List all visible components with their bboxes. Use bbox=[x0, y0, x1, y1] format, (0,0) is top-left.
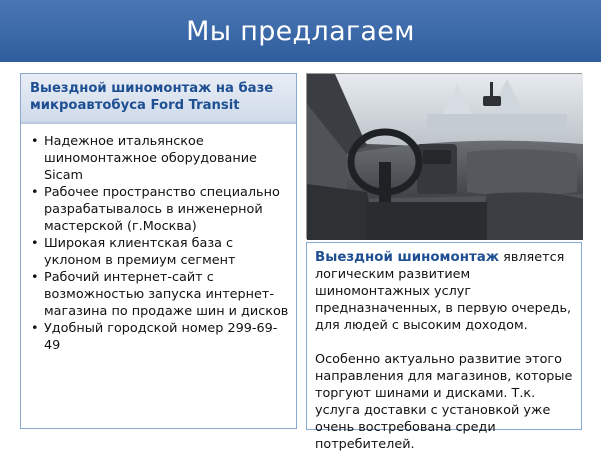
slide-title: Мы предлагаем bbox=[186, 15, 415, 47]
slide-header bbox=[0, 0, 601, 62]
bullet-icon: • bbox=[31, 321, 39, 336]
list-item bbox=[31, 133, 290, 184]
list-item bbox=[31, 184, 290, 235]
description-panel bbox=[306, 242, 582, 452]
bullet-icon: • bbox=[31, 185, 39, 200]
description-lead: Выездной шиномонтаж bbox=[315, 250, 500, 265]
feature-list bbox=[21, 124, 296, 354]
list-item bbox=[31, 235, 290, 269]
list-item bbox=[31, 269, 290, 320]
list-item-text: Рабочее пространство специально разрабатывалось в инженерной мастерской (г.Москва) bbox=[44, 185, 280, 234]
van-interior-illustration bbox=[307, 74, 583, 240]
paragraph-spacer bbox=[315, 334, 575, 351]
offer-panel bbox=[20, 73, 297, 429]
list-item-text: Широкая клиентская база с уклоном в премиум сегмент bbox=[44, 236, 236, 268]
description-paragraph-2: Особенно актуально развитие этого направления для магазинов, которые торгуют шинами и дисками. Т.к. услуга доставки с установкой уже очень востребована среди потребителей. bbox=[315, 352, 573, 452]
bullet-icon: • bbox=[31, 236, 39, 251]
description-text-1: является логическим развитием шиномонтажных услуг предназначенных, в первую очередь, для людей с высоким доходом. bbox=[315, 250, 572, 333]
list-item bbox=[31, 320, 290, 354]
description-paragraph-1 bbox=[315, 249, 575, 334]
list-item-text: Надежное итальянское шиномонтажное оборудование Sicam bbox=[44, 134, 257, 183]
offer-title: Выездной шиномонтаж на базе микроавтобуса Ford Transit bbox=[21, 74, 296, 124]
list-item-text: Рабочий интернет-сайт с возможностью запуска интернет-магазина по продаже шин и дисков bbox=[44, 270, 289, 319]
bullet-icon: • bbox=[31, 270, 39, 285]
van-interior-photo bbox=[306, 73, 582, 239]
bullet-icon: • bbox=[31, 134, 39, 149]
list-item-text: Удобный городской номер 299-69-49 bbox=[44, 321, 278, 353]
